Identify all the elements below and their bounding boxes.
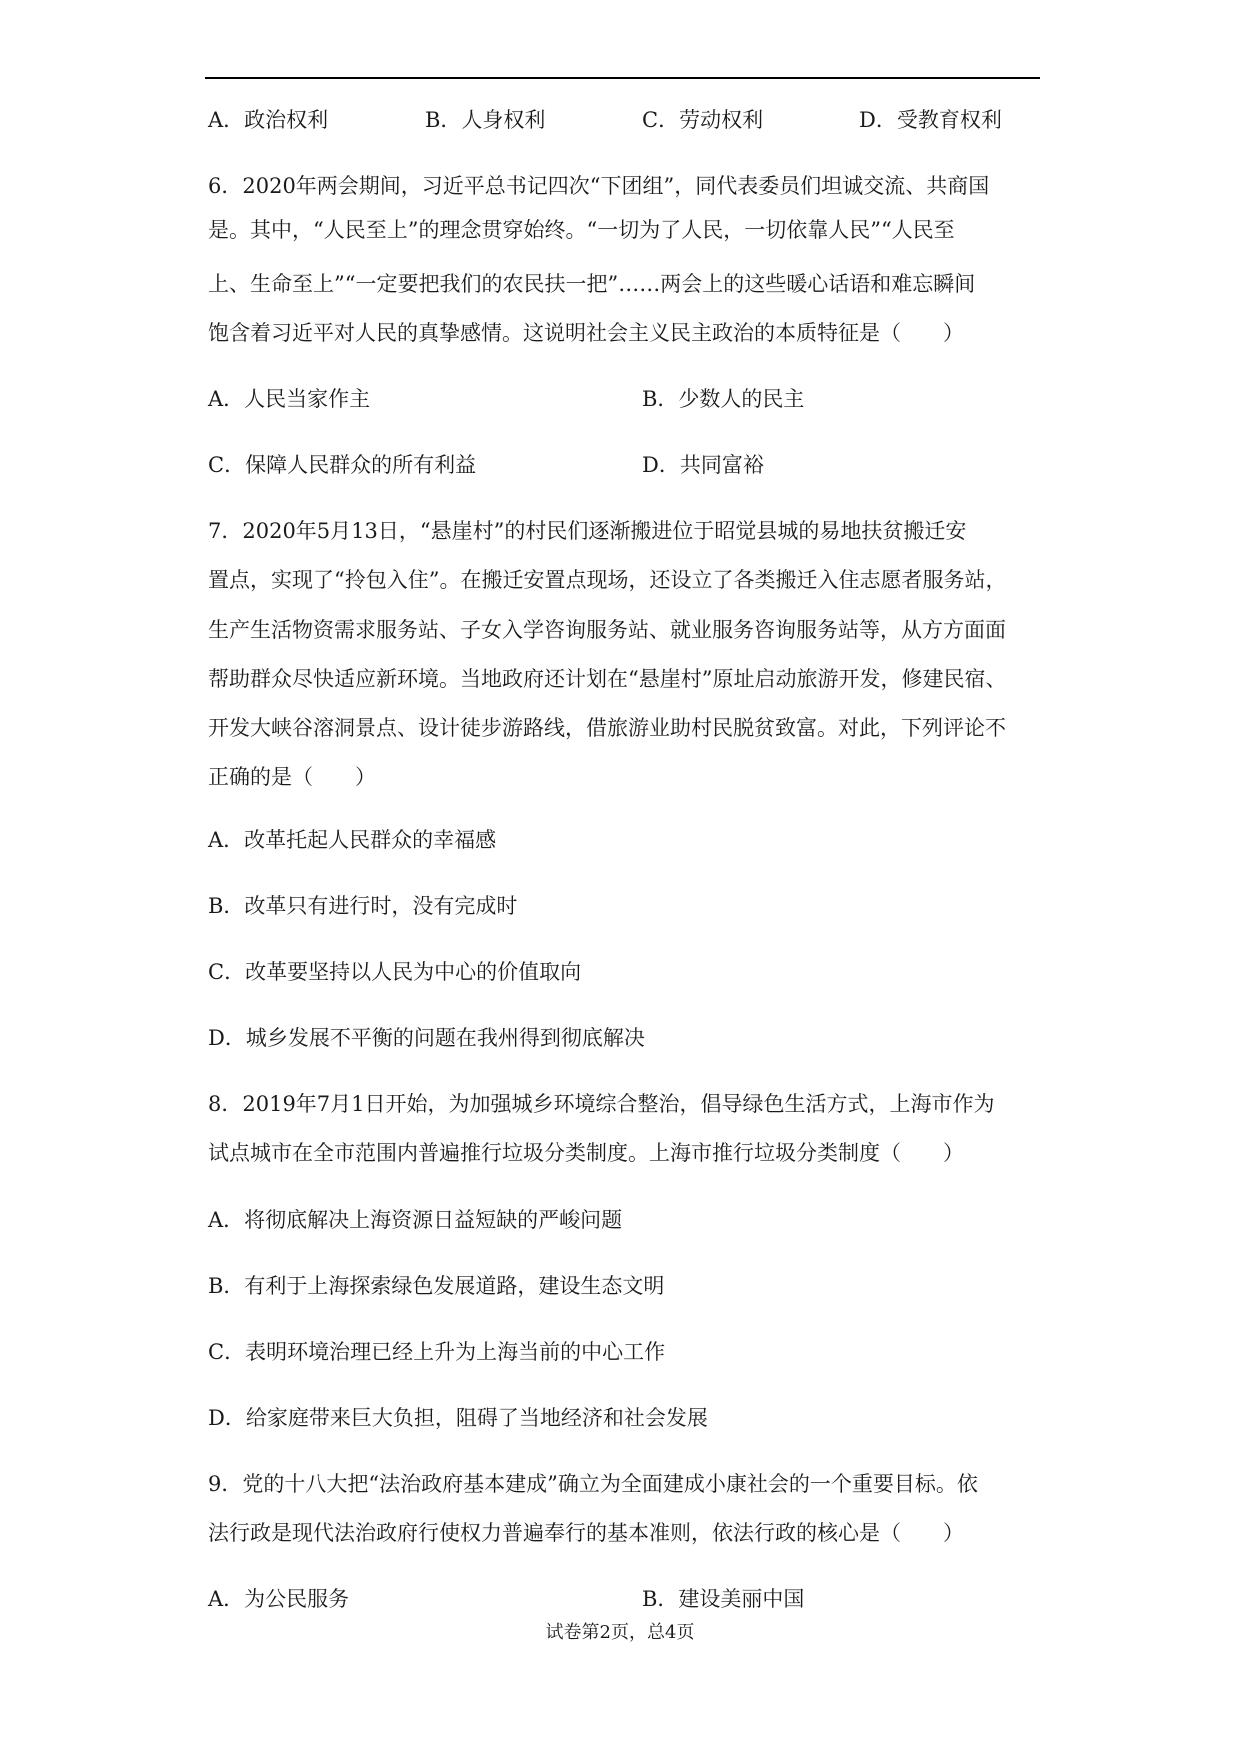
q6-stem-line: 上、生命至上”“一定要把我们的农民扶一把”……两会上的这些暖心话语和难忘瞬间: [208, 272, 976, 296]
q9-stem-line: 法行政是现代法治政府行使权力普遍奉行的基本准则，依法行政的核心是（ ）: [208, 1521, 964, 1545]
page-footer: 试卷第2页，总4页: [545, 1622, 695, 1643]
q8-option-b: B．有利于上海探索绿色发展道路，建设生态文明: [208, 1274, 665, 1298]
q6-stem-line: 是。其中，“人民至上”的理念贯穿始终。“一切为了人民，一切依靠人民”“人民至: [208, 218, 955, 242]
q7-stem-line: 开发大峡谷溶洞景点、设计徒步游路线，借旅游业助村民脱贫致富。对此，下列评论不: [208, 716, 1006, 740]
q7-option-c: C．改革要坚持以人民为中心的价值取向: [208, 960, 582, 984]
header-rule: [205, 77, 1040, 79]
q6-stem-line: 饱含着习近平对人民的真挚感情。这说明社会主义民主政治的本质特征是（ ）: [208, 321, 964, 345]
q7-stem-line: 置点，实现了“拎包入住”。在搬迁安置点现场，还设立了各类搬迁入住志愿者服务站，: [208, 568, 1007, 592]
q8-stem-line: 试点城市在全市范围内普遍推行垃圾分类制度。上海市推行垃圾分类制度（ ）: [208, 1141, 964, 1165]
q5-option-c: C．劳动权利: [642, 108, 764, 132]
q6-stem-line: 6．2020年两会期间，习近平总书记四次“下团组”，同代表委员们坦诚交流、共商国: [208, 174, 990, 198]
q9-option-b: B．建设美丽中国: [642, 1587, 805, 1611]
q5-option-a: A．政治权利: [208, 108, 329, 132]
q9-stem-line: 9．党的十八大把“法治政府基本建成”确立为全面建成小康社会的一个重要目标。依: [208, 1472, 978, 1496]
q8-option-a: A．将彻底解决上海资源日益短缺的严峻问题: [208, 1208, 623, 1232]
q7-option-d: D．城乡发展不平衡的问题在我州得到彻底解决: [208, 1026, 645, 1050]
q6-option-c: C．保障人民群众的所有利益: [208, 453, 477, 477]
q6-option-b: B．少数人的民主: [642, 387, 805, 411]
q7-stem-line: 生产生活物资需求服务站、子女入学咨询服务站、就业服务咨询服务站等，从方方面面: [208, 618, 1006, 642]
q8-stem-line: 8．2019年7月1日开始，为加强城乡环境综合整治，倡导绿色生活方式，上海市作为: [208, 1092, 995, 1116]
q6-option-d: D．共同富裕: [642, 453, 764, 477]
q8-option-d: D．给家庭带来巨大负担，阻碍了当地经济和社会发展: [208, 1406, 708, 1430]
q7-stem-line: 7．2020年5月13日，“悬崖村”的村民们逐渐搬进位于昭觉县城的易地扶贫搬迁安: [208, 519, 967, 543]
q7-stem-line: 正确的是（ ）: [208, 765, 376, 789]
q6-option-a: A．人民当家作主: [208, 387, 371, 411]
q5-option-b: B．人身权利: [425, 108, 546, 132]
q7-option-b: B．改革只有进行时，没有完成时: [208, 894, 518, 918]
q8-option-c: C．表明环境治理已经上升为上海当前的中心工作: [208, 1340, 666, 1364]
q9-option-a: A．为公民服务: [208, 1587, 350, 1611]
q5-option-d: D．受教育权利: [859, 108, 1002, 132]
q7-option-a: A．改革托起人民群众的幸福感: [208, 828, 497, 852]
q7-stem-line: 帮助群众尽快适应新环境。当地政府还计划在“悬崖村”原址启动旅游开发，修建民宿、: [208, 667, 1007, 691]
